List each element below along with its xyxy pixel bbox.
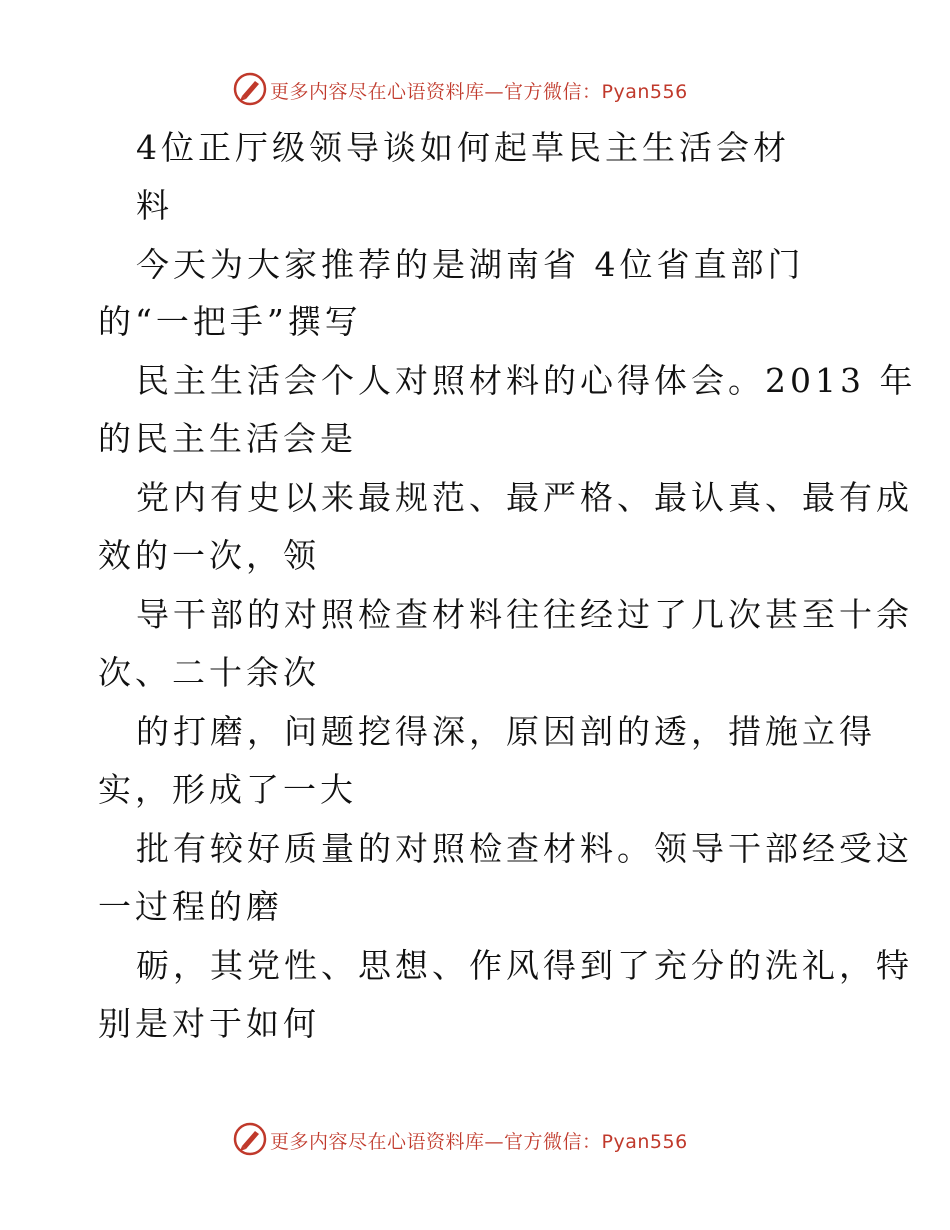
footer-wechat-label: 官方微信： <box>504 1131 602 1153</box>
doc-line: 的民主生活会是 <box>98 419 357 458</box>
footer-wechat-id: Pyan556 <box>601 1131 688 1153</box>
header-wechat-label: 官方微信： <box>504 81 602 103</box>
doc-line: 料 <box>136 186 173 225</box>
header-wechat-id: Pyan556 <box>601 81 688 103</box>
footer-promo <box>270 1127 688 1154</box>
doc-line: 导干部的对照检查材料往往经过了几次甚至十余 <box>136 595 913 634</box>
logo-pen-icon <box>233 1122 267 1156</box>
doc-line: 的“一把手”撰写 <box>98 302 362 341</box>
doc-line: 效的一次，领 <box>98 536 320 575</box>
header-dash: — <box>484 81 505 103</box>
doc-line: 民主生活会个人对照材料的心得体会。2013 年 <box>136 361 917 400</box>
doc-line: 今天为大家推荐的是湖南省 4位省直部门 <box>136 245 805 284</box>
header-promo <box>270 77 688 104</box>
doc-line: 批有较好质量的对照检查材料。领导干部经受这 <box>136 829 913 868</box>
footer-promo-text: 更多内容尽在心语资料库 <box>270 1131 485 1153</box>
doc-line: 一过程的磨 <box>98 887 283 926</box>
doc-line: 次、二十余次 <box>98 653 320 692</box>
doc-line: 实，形成了一大 <box>98 770 357 809</box>
doc-line: 别是对于如何 <box>98 1004 320 1043</box>
doc-line: 砺，其党性、思想、作风得到了充分的洗礼，特 <box>136 946 913 985</box>
doc-line: 的打磨，问题挖得深，原因剖的透，措施立得 <box>136 712 876 751</box>
header-banner <box>0 70 950 110</box>
logo-pen-icon <box>233 72 267 106</box>
doc-line: 党内有史以来最规范、最严格、最认真、最有成 <box>136 478 913 517</box>
header-promo-text: 更多内容尽在心语资料库 <box>270 81 485 103</box>
footer-dash: — <box>484 1131 505 1153</box>
doc-line: 4位正厅级领导谈如何起草民主生活会材 <box>136 128 790 167</box>
footer-banner <box>0 1120 950 1160</box>
